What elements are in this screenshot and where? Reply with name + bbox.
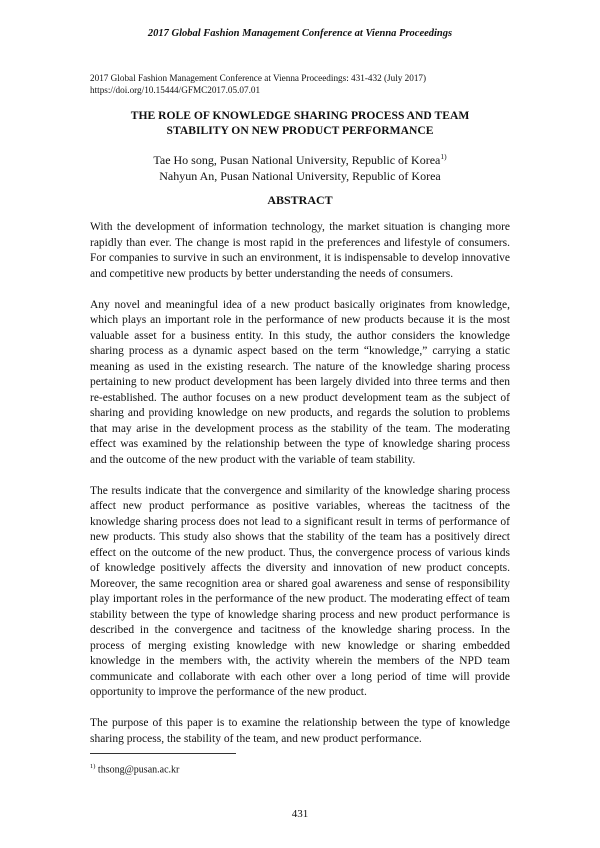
author-2 (80, 168, 520, 184)
author-1-footnote-marker: 1) (440, 152, 447, 161)
paper-title (80, 108, 520, 138)
citation-line-doi[interactable]: https://doi.org/10.15444/GFMC2017.05.07.01 (90, 85, 261, 95)
abstract-paragraph-2: Any novel and meaningful idea of a new product basically originates from knowledge, which plays an important role in the performance of new products because it is the most valuable asset for a business entity. In this study, the author considers the knowledge sharing process as a dynamic aspect based on the term “knowledge,” carrying a static meaning as used in the existing research. The nature of the knowledge sharing process pertaining to new product development has been largely divided into three terms and then re-established. The author focuses on a new product development team as the subject of sharing and providing knowledge on new products, and regards the solution to problems that may arise in the development process as the stability of the team. The moderating effect was examined by the relationship between the type of knowledge sharing process and the outcome of the new product with the variable of team stability. (90, 298, 510, 466)
abstract-paragraph-4: The purpose of this paper is to examine the relationship between the type of knowledge sharing process, the stability of the team, and new product performance. (90, 717, 510, 745)
citation-line-proceedings: 2017 Global Fashion Management Conference at Vienna Proceedings: 431-432 (July 2017) (90, 73, 427, 83)
author-1-affiliation: Tae Ho song, Pusan National University, Republic of Korea (153, 153, 441, 167)
page-number: 431 (291, 808, 309, 820)
citation (90, 72, 520, 96)
author-1 (80, 149, 520, 168)
abstract-body (90, 220, 510, 763)
footnote-marker: 1) (90, 763, 96, 770)
author-2-affiliation: Nahyun An, Pusan National University, Republic of Korea (159, 169, 441, 183)
footnote (90, 763, 179, 775)
author-list (80, 149, 520, 184)
running-head: 2017 Global Fashion Management Conference at Vienna Proceedings (147, 28, 453, 39)
footnote-email: thsong@pusan.ac.kr (95, 764, 180, 776)
abstract-paragraph-3: The results indicate that the convergence and similarity of the knowledge sharing process affect new product performance as positive variables, whereas the tacitness of the knowledge sharing process does not lead to a significant result in terms of performance of new products. This study also shows that the stability of the team has a positively direct effect on the outcome of the new product. Thus, the convergence process of various kinds of knowledge positively affects the diversity and innovation of new product concepts. Moreover, the same recognition area or shared goal awareness and sense of responsibility play important roles in the performance of the new product. The moderating effect of team stability between the type of knowledge sharing process and new product performance is described in the convergence and tacitness of the knowledge sharing process. In the process of merging existing knowledge with new knowledge or sharing embedded knowledge in the members with, the activity wherein the members of the NPD team communicate and collaborate with each other over a long period of time will provide opportunity to improve the performance of the new product. (90, 484, 510, 698)
paper-title-line-1: THE ROLE OF KNOWLEDGE SHARING PROCESS AND TEAM (130, 109, 470, 122)
abstract-paragraph-1: With the development of information technology, the market situation is changing more rapidly than ever. The change is most rapid in the preferences and lifestyle of consumers. For companies to survive in such an environment, it is indispensable to develop innovative and competitive new products by better understanding the needs of consumers. (90, 221, 510, 280)
footnote-divider (90, 753, 236, 754)
paper-title-line-2: STABILITY ON NEW PRODUCT PERFORMANCE (166, 124, 434, 137)
abstract-heading: ABSTRACT (267, 193, 333, 207)
